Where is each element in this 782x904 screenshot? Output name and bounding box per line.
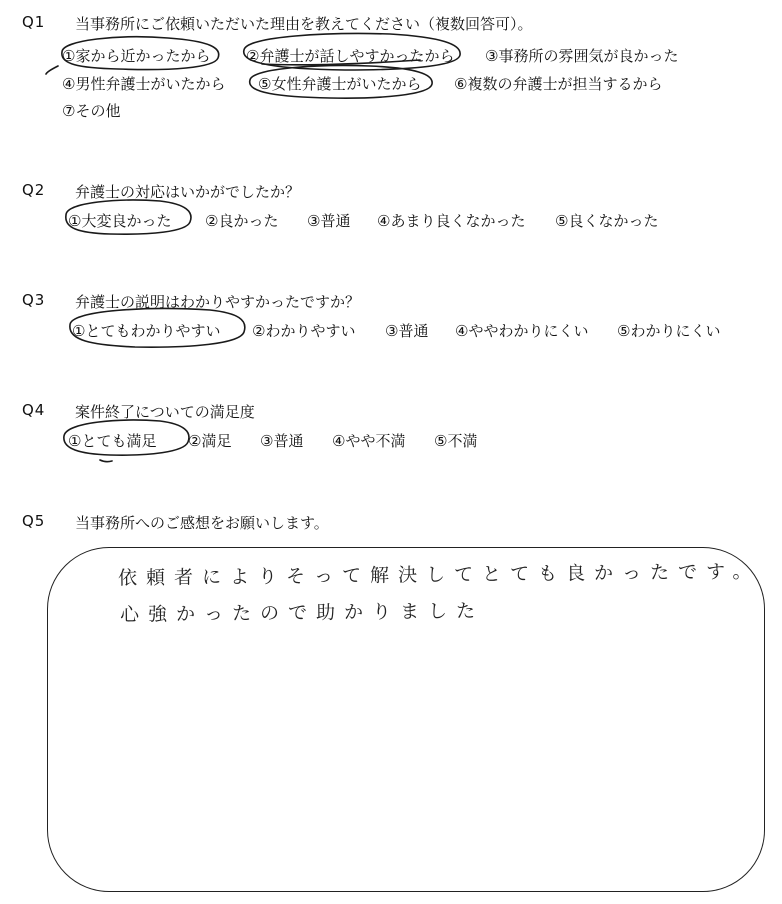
q1-question-text: 当事務所にご依頼いただいた理由を教えてください（複数回答可）。 [75, 15, 533, 33]
q1-option-3[interactable]: ③事務所の雰囲気が良かった [485, 47, 679, 65]
q3-question-text: 弁護士の説明はわかりやすかったですか？ [75, 293, 361, 311]
q2-option-2[interactable]: ②良かった [205, 212, 279, 230]
q1-number: Q1 [22, 13, 46, 31]
q3-number: Q3 [22, 291, 46, 309]
q4-option-3[interactable]: ③普通 [260, 432, 304, 450]
q1-option-7[interactable]: ⑦その他 [62, 102, 121, 120]
q4-number: Q4 [22, 401, 46, 419]
q4-option-1[interactable]: ①とても満足 [68, 432, 157, 450]
handwritten-answer-line-2: 心強かったので助かりました [119, 600, 485, 626]
q4-question-text: 案件終了についての満足度 [75, 403, 255, 421]
q3-option-4[interactable]: ④ややわかりにくい [455, 322, 589, 340]
q5-number: Q5 [22, 512, 46, 530]
q2-option-1[interactable]: ①大変良かった [68, 212, 172, 230]
q1-option-2[interactable]: ②弁護士が話しやすかったから [246, 47, 455, 65]
q1-option-5[interactable]: ⑤女性弁護士がいたから [258, 75, 422, 93]
q4-option-2[interactable]: ②満足 [188, 432, 232, 450]
handwritten-answer-line-1: 依頼者によりそって解決してとても良かったです。 [117, 560, 761, 590]
q3-option-2[interactable]: ②わかりやすい [252, 322, 356, 340]
q2-option-3[interactable]: ③普通 [307, 212, 351, 230]
q4-option-5[interactable]: ⑤不満 [434, 432, 478, 450]
q2-number: Q2 [22, 181, 46, 199]
q4-option-4[interactable]: ④やや不満 [332, 432, 406, 450]
q2-option-4[interactable]: ④あまり良くなかった [377, 212, 526, 230]
q2-option-5[interactable]: ⑤良くなかった [555, 212, 659, 230]
q1-option-4[interactable]: ④男性弁護士がいたから [62, 75, 226, 93]
q2-question-text: 弁護士の対応はいかがでしたか？ [75, 183, 301, 201]
q1-option-6[interactable]: ⑥複数の弁護士が担当するから [454, 75, 663, 93]
q1-option-1[interactable]: ①家から近かったから [62, 47, 211, 65]
q3-option-1[interactable]: ①とてもわかりやすい [72, 322, 221, 340]
q5-question-text: 当事務所へのご感想をお願いします。 [75, 514, 329, 532]
q3-option-3[interactable]: ③普通 [385, 322, 429, 340]
q3-option-5[interactable]: ⑤わかりにくい [617, 322, 721, 340]
